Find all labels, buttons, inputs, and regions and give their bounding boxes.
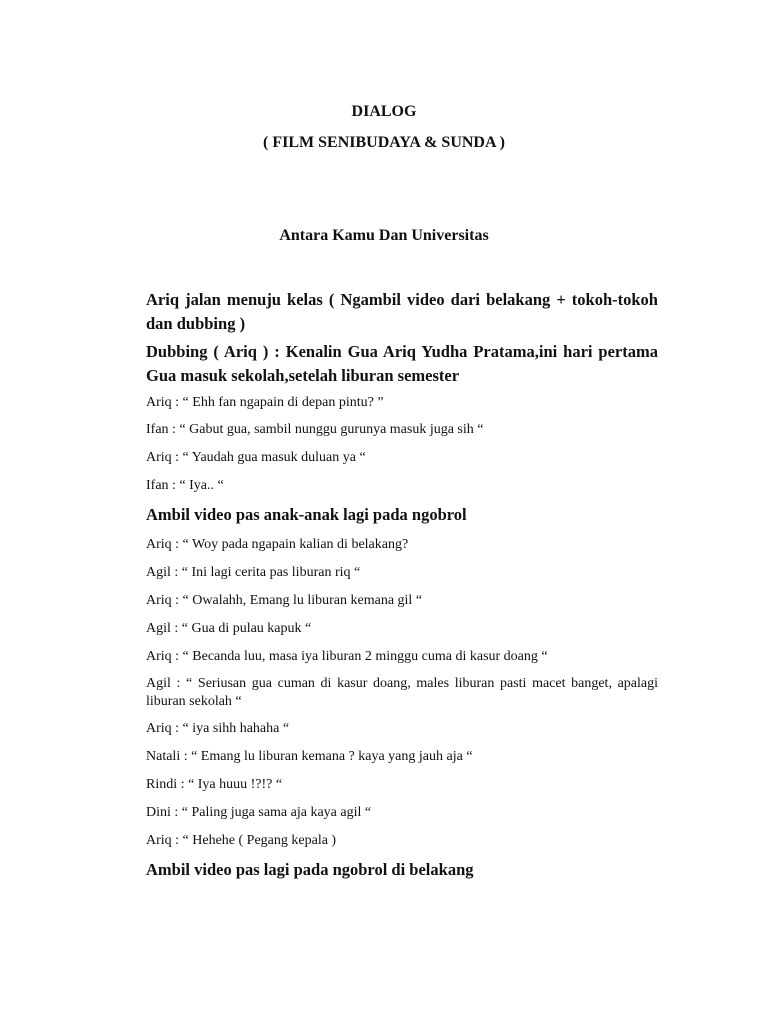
- dialog-line: Dini : “ Paling juga sama aja kaya agil “: [146, 805, 372, 820]
- dialog-line: Rindi : “ Iya huuu !?!? “: [146, 777, 283, 792]
- dialog-line: Ifan : “ Iya.. “: [146, 478, 224, 493]
- dialog-line: Ariq : “ Owalahh, Emang lu liburan kemana gil “: [146, 593, 423, 608]
- document-subtitle: ( FILM SENIBUDAYA & SUNDA ): [263, 134, 505, 151]
- dialog-line: Ariq : “ Woy pada ngapain kalian di belakang?: [146, 537, 409, 552]
- dialog-line: Ariq : “ Becanda luu, masa iya liburan 2 minggu cuma di kasur doang “: [146, 649, 548, 664]
- dialog-line: Natali : “ Emang lu liburan kemana ? kaya yang jauh aja “: [146, 749, 473, 764]
- dialog-line: Ariq : “ Yaudah gua masuk duluan ya “: [146, 450, 366, 465]
- stage-direction: Ariq jalan menuju kelas ( Ngambil video dari belakang + tokoh-tokoh dan dubbing ): [146, 290, 658, 333]
- dialog-line: Agil : “ Gua di pulau kapuk “: [146, 621, 312, 636]
- dialog-line: Ifan : “ Gabut gua, sambil nunggu gurunya masuk juga sih “: [146, 422, 484, 437]
- scene-title: Antara Kamu Dan Universitas: [279, 227, 489, 244]
- dialog-line: Agil : “ Ini lagi cerita pas liburan riq “: [146, 565, 361, 580]
- document-title: DIALOG: [351, 103, 417, 120]
- dialog-line: Ariq : “ Hehehe ( Pegang kepala ): [146, 833, 337, 848]
- stage-direction: Dubbing ( Ariq ) : Kenalin Gua Ariq Yudha Pratama,ini hari pertama Gua masuk sekolah,setelah liburan semester: [146, 342, 658, 385]
- dialog-line: Ariq : “ Ehh fan ngapain di depan pintu? ”: [146, 395, 384, 410]
- dialog-line: Ariq : “ iya sihh hahaha “: [146, 721, 290, 736]
- stage-direction: Ambil video pas anak-anak lagi pada ngobrol: [146, 505, 467, 524]
- stage-direction: Ambil video pas lagi pada ngobrol di belakang: [146, 860, 474, 879]
- dialog-line: Agil : “ Seriusan gua cuman di kasur doang, males liburan pasti macet banget, apalagi liburan sekolah “: [146, 676, 658, 709]
